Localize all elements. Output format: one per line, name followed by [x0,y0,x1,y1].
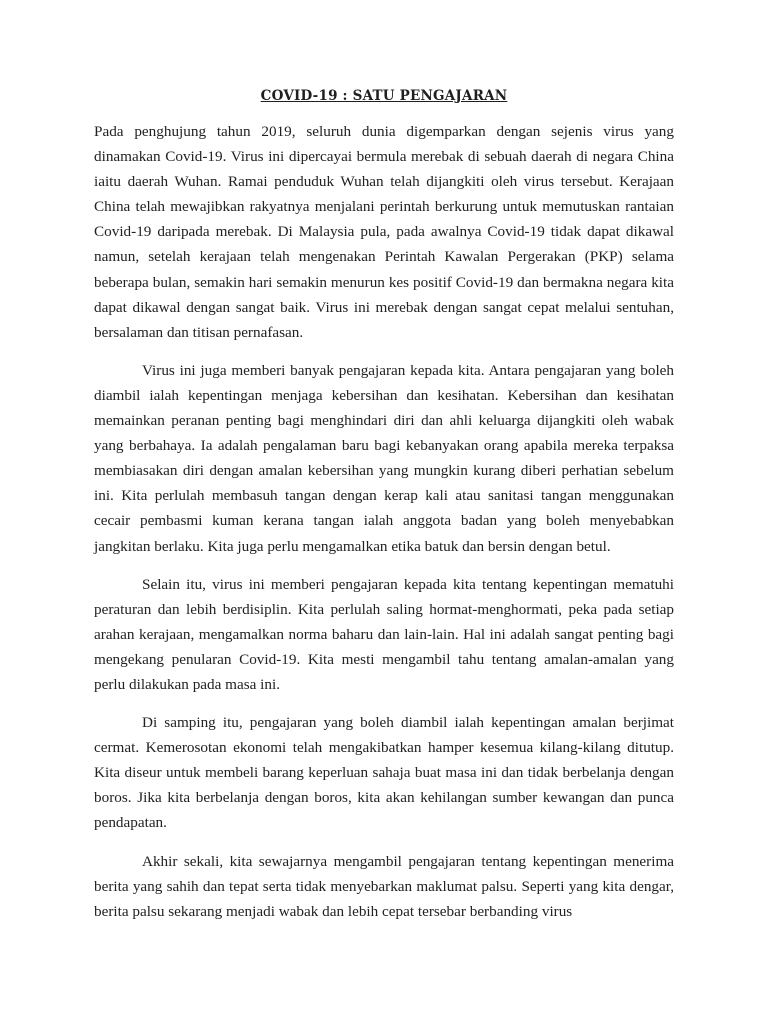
paragraph-intro: Pada penghujung tahun 2019, seluruh dunia digemparkan dengan sejenis virus yang dinamakan Covid-19. Virus ini dipercayai bermula merebak di sebuah daerah di negara China iaitu daerah Wuhan. Ramai penduduk Wuhan telah dijangkiti oleh virus tersebut. Kerajaan China telah mewajibkan rakyatnya menjalani perintah berkurung untuk memutuskan rantaian Covid-19 daripada merebak. Di Malaysia pula, pada awalnya Covid-19 tidak dapat dikawal namun, setelah kerajaan telah mengenakan Perintah Kawalan Pergerakan (PKP) selama beberapa bulan, semakin hari semakin menurun kes positif Covid-19 dan bermakna negara kita dapat dikawal dengan sangat baik. Virus ini merebak dengan sangat cepat melalui sentuhan, bersalaman dan titisan pernafasan. [94,123,674,341]
document-title: COVID-19 : SATU PENGAJARAN [260,88,508,104]
paragraph-hygiene: Virus ini juga memberi banyak pengajaran kepada kita. Antara pengajaran yang boleh diambil ialah kepentingan menjaga kebersihan dan kesihatan. Kebersihan dan kesihatan memainkan peranan penting bagi menghindari diri dan ahli keluarga dijangkiti oleh wabak yang berbahaya. Ia adalah pengalaman baru bagi kebanyakan orang apabila mereka terpaksa membiasakan diri dengan amalan kebersihan yang mungkin kurang diberi perhatian sebelum ini. Kita perlulah membasuh tangan dengan kerap kali atau sanitasi tangan menggunakan cecair pembasmi kuman kerana tangan ialah anggota badan yang boleh menyebabkan jangkitan berlaku. Kita juga perlu mengamalkan etika batuk dan bersin dengan betul. [94,361,674,555]
paragraph-discipline: Selain itu, virus ini memberi pengajaran kepada kita tentang kepentingan mematuhi peraturan dan lebih berdisiplin. Kita perlulah saling hormat-menghormati, peka pada setiap arahan kerajaan, mengamalkan norma baharu dan lain-lain. Hal ini adalah sangat penting bagi mengekang penularan Covid-19. Kita mesti mengambil tahu tentang amalan-amalan yang perlu dilakukan pada masa ini. [94,575,674,693]
paragraph-news: Akhir sekali, kita sewajarnya mengambil pengajaran tentang kepentingan menerima berita yang sahih dan tepat serta tidak menyebarkan maklumat palsu. Seperti yang kita dengar, berita palsu sekarang menjadi wabak dan lebih cepat tersebar berbanding virus [94,852,674,920]
paragraph-thrift: Di samping itu, pengajaran yang boleh diambil ialah kepentingan amalan berjimat cermat. Kemerosotan ekonomi telah mengakibatkan hamper kesemua kilang-kilang ditutup. Kita diseur untuk membeli barang keperluan sahaja buat masa ini dan tidak berbelanja dengan boros. Jika kita berbelanja dengan boros, kita akan kehilangan sumber kewangan dan punca pendapatan. [94,714,674,832]
document-body [94,119,674,937]
